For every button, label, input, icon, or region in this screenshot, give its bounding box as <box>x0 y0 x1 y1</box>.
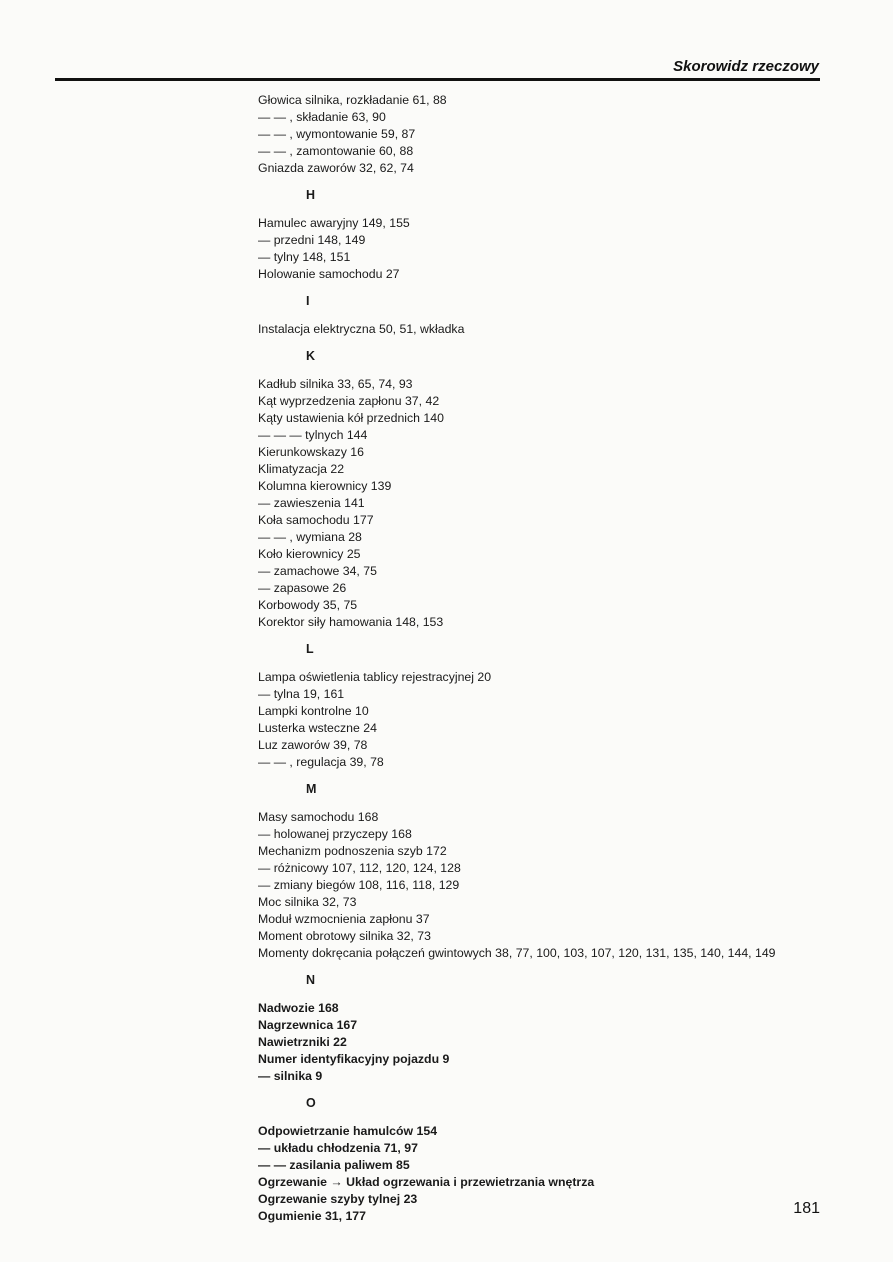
index-entry: Klimatyzacja 22 <box>258 462 345 476</box>
index-entry: Holowanie samochodu 27 <box>258 267 400 281</box>
page-number: 181 <box>793 1200 820 1217</box>
index-section <box>258 809 818 962</box>
index-entry: Ogrzewanie → Układ ogrzewania i przewietrzania wnętrza <box>258 1175 595 1189</box>
index-entry: Instalacja elektryczna 50, 51, wkładka <box>258 322 465 336</box>
index-entry: Lampa oświetlenia tablicy rejestracyjnej 20 <box>258 670 492 684</box>
index-letter-heading: K <box>306 349 316 363</box>
index-section <box>258 669 818 771</box>
index-letter-heading: H <box>306 188 316 202</box>
index-entry: — układu chłodzenia 71, 97 <box>258 1141 418 1155</box>
subject-index <box>258 92 818 1225</box>
index-section <box>258 321 818 338</box>
index-entry: Korbowody 35, 75 <box>258 598 358 612</box>
index-entry: Nawietrzniki 22 <box>258 1035 347 1049</box>
index-entry: Lampki kontrolne 10 <box>258 704 369 718</box>
index-entry: Kierunkowskazy 16 <box>258 445 364 459</box>
index-entry: — zawieszenia 141 <box>258 496 365 510</box>
index-entry: — różnicowy 107, 112, 120, 124, 128 <box>258 861 461 875</box>
index-section <box>258 1123 818 1225</box>
index-entry: Moc silnika 32, 73 <box>258 895 357 909</box>
index-entry: — holowanej przyczepy 168 <box>258 827 412 841</box>
index-entry: Nadwozie 168 <box>258 1001 339 1015</box>
index-entry: — zamachowe 34, 75 <box>258 564 377 578</box>
index-entry: Głowica silnika, rozkładanie 61, 88 <box>258 93 447 107</box>
index-entry: Koła samochodu 177 <box>258 513 374 527</box>
index-entry: — zapasowe 26 <box>258 581 347 595</box>
index-entry: — tylny 148, 151 <box>258 250 351 264</box>
running-header-title: Skorowidz rzeczowy <box>673 58 819 75</box>
index-letter-heading: O <box>306 1096 316 1110</box>
index-letter-heading: I <box>306 294 310 308</box>
index-entry: — przedni 148, 149 <box>258 233 366 247</box>
index-entry: Masy samochodu 168 <box>258 810 379 824</box>
index-entry: — silnika 9 <box>258 1069 323 1083</box>
index-letter-heading: L <box>306 642 314 656</box>
index-entry: Ogrzewanie szyby tylnej 23 <box>258 1192 418 1206</box>
index-entry: Moduł wzmocnienia zapłonu 37 <box>258 912 430 926</box>
index-letter-heading: M <box>306 782 317 796</box>
index-section <box>258 92 818 177</box>
index-section <box>258 1000 818 1085</box>
index-entry: — tylna 19, 161 <box>258 687 345 701</box>
index-entry: Hamulec awaryjny 149, 155 <box>258 216 410 230</box>
index-entry: Kąt wyprzedzenia zapłonu 37, 42 <box>258 394 440 408</box>
index-entry: Mechanizm podnoszenia szyb 172 <box>258 844 447 858</box>
index-letter-heading: N <box>306 973 316 987</box>
index-entry: — — — tylnych 144 <box>258 428 368 442</box>
index-entry: Momenty dokręcania połączeń gwintowych 38, 77, 100, 103, 107, 120, 131, 135, 140, 144, 149 <box>258 946 776 960</box>
index-entry: Numer identyfikacyjny pojazdu 9 <box>258 1052 450 1066</box>
index-entry: Kolumna kierownicy 139 <box>258 479 392 493</box>
index-entry: Odpowietrzanie hamulców 154 <box>258 1124 438 1138</box>
index-section <box>258 215 818 283</box>
index-entry: Ogumienie 31, 177 <box>258 1209 366 1223</box>
index-section <box>258 376 818 631</box>
index-entry: Korektor siły hamowania 148, 153 <box>258 615 444 629</box>
index-entry: — — , regulacja 39, 78 <box>258 755 384 769</box>
index-entry: Nagrzewnica 167 <box>258 1018 358 1032</box>
header-rule <box>55 78 820 81</box>
index-entry: — — , zamontowanie 60, 88 <box>258 144 414 158</box>
index-entry: — — zasilania paliwem 85 <box>258 1158 410 1172</box>
index-entry: Luz zaworów 39, 78 <box>258 738 368 752</box>
index-entry: Moment obrotowy silnika 32, 73 <box>258 929 431 943</box>
index-entry: Koło kierownicy 25 <box>258 547 361 561</box>
index-entry: — — , wymiana 28 <box>258 530 362 544</box>
index-entry: Gniazda zaworów 32, 62, 74 <box>258 161 414 175</box>
index-entry: — — , wymontowanie 59, 87 <box>258 127 416 141</box>
index-entry: Kadłub silnika 33, 65, 74, 93 <box>258 377 413 391</box>
index-entry: Lusterka wsteczne 24 <box>258 721 377 735</box>
index-entry: — — , składanie 63, 90 <box>258 110 386 124</box>
index-entry: Kąty ustawienia kół przednich 140 <box>258 411 444 425</box>
index-entry: — zmiany biegów 108, 116, 118, 129 <box>258 878 460 892</box>
